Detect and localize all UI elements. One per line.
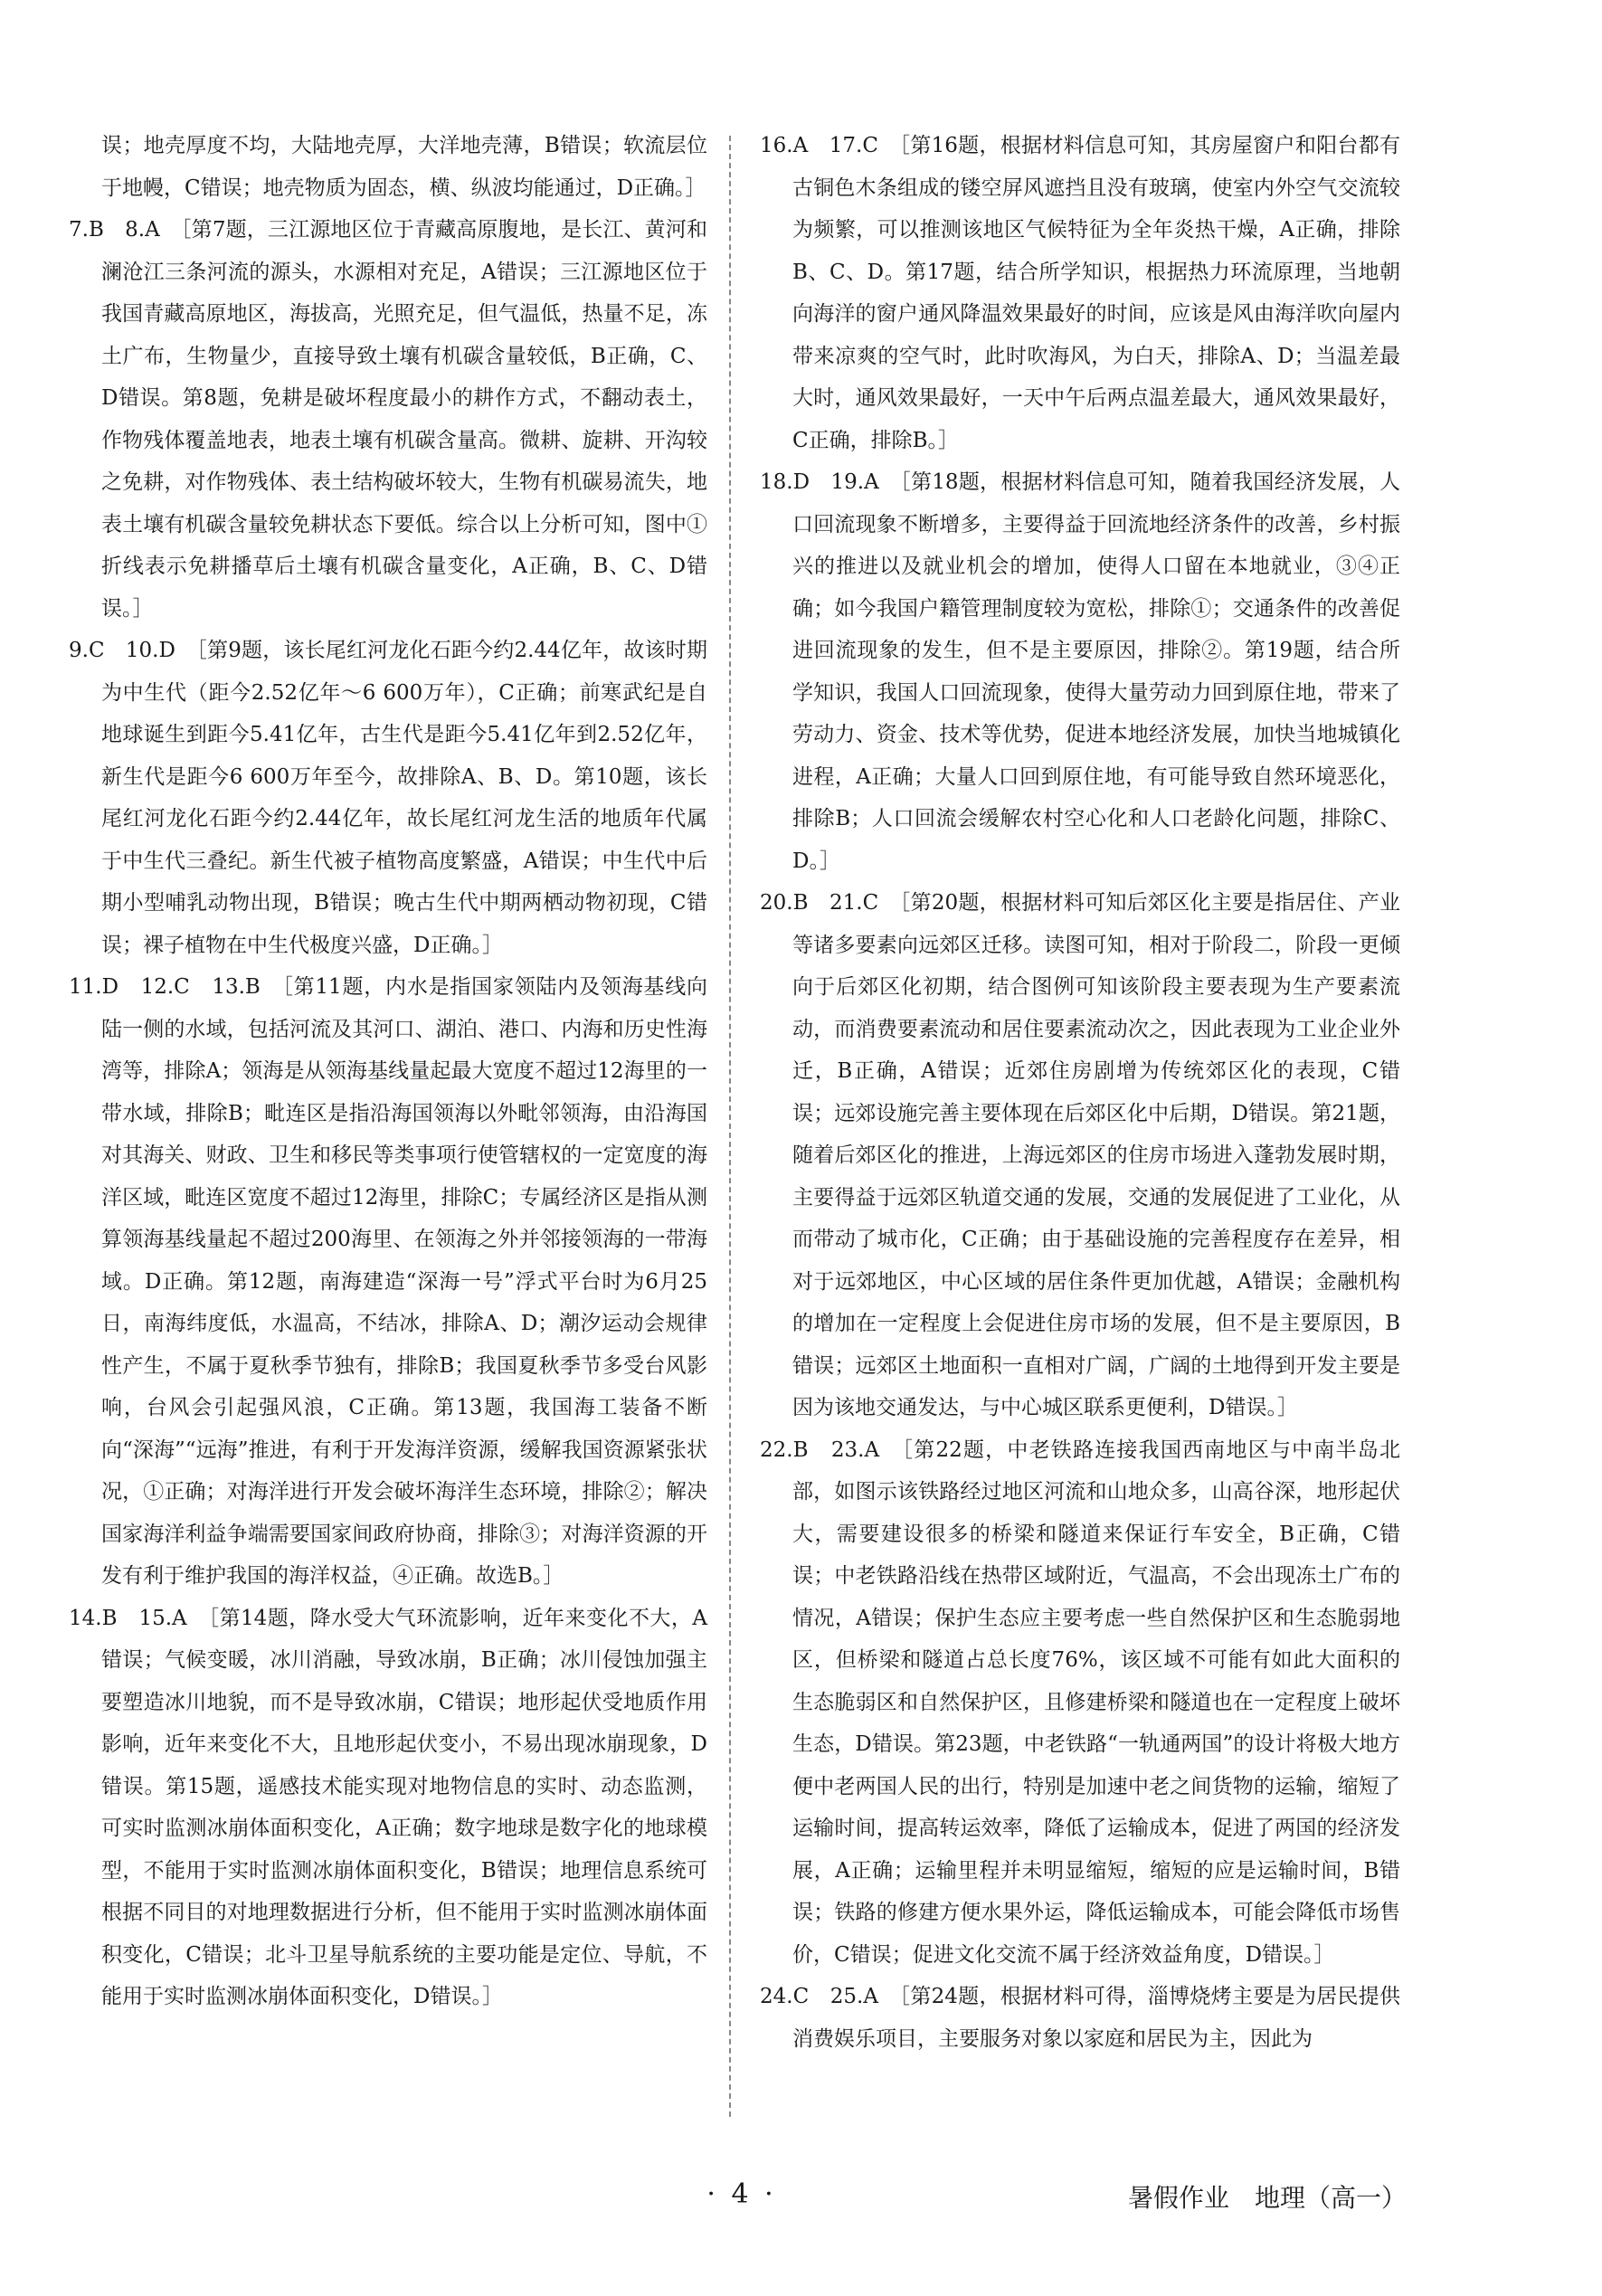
answer-entry: 9.C 10.D ［第9题，该长尾红河龙化石距今约2.44亿年，故该时期为中生代（距今2.52亿年～6 600万年），C正确；前寒武纪是自地球诞生到距今5.41亿年，古生代是距今5.41亿年到2.52亿年，新生代是距今6 600万年至今，故排除A、B、D。第10题，该长尾红河龙化石距今约2.44亿年，故长尾红河龙生活的地质年代属于中生代三叠纪。新生代被子植物高度繁盛，A错误；中生代中后期小型哺乳动物出现，B错误；晚古生代中期两栖动物初现，C错误；裸子植物在中生代极度兴盛，D正确。］ <box>69 639 707 957</box>
continued-answer-text: 误；地壳厚度不均，大陆地壳厚，大洋地壳薄，B错误；软流层位于地幔，C错误；地壳物质为固态，横、纵波均能通过，D正确。］ <box>101 134 707 200</box>
left-column <box>69 125 707 2018</box>
answer-entry: 20.B 21.C ［第20题，根据材料可知后郊区化主要是指居住、产业等诸多要素向远郊区迁移。读图可知，相对于阶段二，阶段一更倾向于后郊区化初期，结合图例可知该阶段主要表现为生产要素流动，而消费要素流动和居住要素流动次之，因此表现为工业企业外迁，B正确，A错误；近郊住房剧增为传统郊区化的表现，C错误；远郊设施完善主要体现在后郊区化中后期，D错误。第21题，随着后郊区化的推进，上海远郊区的住房市场进入蓬勃发展时期，主要得益于远郊区轨道交通的发展，交通的发展促进了工业化，从而带动了城市化，C正确；由于基础设施的完善程度存在差异，相对于远郊地区，中心区域的居住条件更加优越，A错误；金融机构的增加在一定程度上会促进住房市场的发展，但不是主要原因，B错误；远郊区土地面积一直相对广阔，广阔的土地得到开发主要是因为该地交通发达，与中心城区联系更便利，D错误。］ <box>760 891 1400 1419</box>
right-column <box>760 125 1400 2060</box>
answer-entry: 11.D 12.C 13.B ［第11题，内水是指国家领陆内及领海基线向陆一侧的水域，包括河流及其河口、湖泊、港口、内海和历史性海湾等，排除A；领海是从领海基线量起最大宽度不超过12海里的一带水域，排除B；毗连区是指沿海国领海以外毗邻领海，由沿海国对其海关、财政、卫生和移民等类事项行使管辖权的一定宽度的海洋区域，毗连区宽度不超过12海里，排除C；专属经济区是指从测算领海基线量起不超过200海里、在领海之外并邻接领海的一带海域。D正确。第12题，南海建造“深海一号”浮式平台时为6月25日，南海纬度低，水温高，不结冰，排除A、D；潮汐运动会规律性产生，不属于夏秋季节独有，排除B；我国夏秋季节多受台风影响，台风会引起强风浪，C正确。第13题，我国海工装备不断向“深海”“远海”推进，有利于开发海洋资源，缓解我国资源紧张状况，①正确；对海洋进行开发会破坏海洋生态环境，排除②；解决国家海洋利益争端需要国家间政府协商，排除③；对海洋资源的开发有利于维护我国的海洋权益，④正确。故选B。］ <box>69 975 707 1588</box>
answer-entry: 18.D 19.A ［第18题，根据材料信息可知，随着我国经济发展，人口回流现象不断增多，主要得益于回流地经济条件的改善，乡村振兴的推进以及就业机会的增加，使得人口留在本地就业，③④正确；如今我国户籍管理制度较为宽松，排除①；交通条件的改善促进回流现象的发生，但不是主要原因，排除②。第19题，结合所学知识，我国人口回流现象，使得大量劳动力回到原住地，带来了劳动力、资金、技术等优势，促进本地经济发展，加快当地城镇化进程，A正确；大量人口回到原住地，有可能导致自然环境恶化，排除B；人口回流会缓解农村空心化和人口老龄化问题，排除C、D。］ <box>760 470 1400 873</box>
answer-entry: 14.B 15.A ［第14题，降水受大气环流影响，近年来变化不大，A错误；气候变暖，冰川消融，导致冰崩，B正确；冰川侵蚀加强主要塑造冰川地貌，而不是导致冰崩，C错误；地形起伏受地质作用影响，近年来变化不大，且地形起伏变小，不易出现冰崩现象，D错误。第15题，遥感技术能实现对地物信息的实时、动态监测，可实时监测冰崩体面积变化，A正确；数字地球是数字化的地球模型，不能用于实时监测冰崩体面积变化，B错误；地理信息系统可根据不同目的对地理数据进行分析，但不能用于实时监测冰崩体面积变化，C错误；北斗卫星导航系统的主要功能是定位、导航，不能用于实时监测冰崩体面积变化，D错误。］ <box>69 1606 707 2008</box>
column-divider <box>729 136 731 2117</box>
answer-entry: 22.B 23.A ［第22题，中老铁路连接我国西南地区与中南半岛北部，如图示该铁路经过地区河流和山地众多，山高谷深，地形起伏大，需要建设很多的桥梁和隧道来保证行车安全，B正确，C错误；中老铁路沿线在热带区域附近，气温高，不会出现冻土广布的情况，A错误；保护生态应主要考虑一些自然保护区和生态脆弱地区，但桥梁和隧道占总长度76%，该区域不可能有如此大面积的生态脆弱区和自然保护区，且修建桥梁和隧道也在一定程度上破坏生态，D错误。第23题，中老铁路“一轨通两国”的设计将极大地方便中老两国人民的出行，特别是加速中老之间货物的运输，缩短了运输时间，提高转运效率，降低了运输成本，促进了两国的经济发展，A正确；运输里程并未明显缩短，缩短的应是运输时间，B错误；铁路的修建方便水果外运，降低运输成本，可能会降低市场售价，C错误；促进文化交流不属于经济效益角度，D错误。］ <box>760 1437 1400 1967</box>
answer-entry: 7.B 8.A ［第7题，三江源地区位于青藏高原腹地，是长江、黄河和澜沧江三条河流的源头，水源相对充足，A错误；三江源地区位于我国青藏高原地区，海拔高，光照充足，但气温低，热量不足，冻土广布，生物量少，直接导致土壤有机碳含量较低，B正确，C、D错误。第8题，免耕是破坏程度最小的耕作方式，不翻动表土，作物残体覆盖地表，地表土壤有机碳含量高。微耕、旋耕、开沟较之免耕，对作物残体、表土结构破坏较大，生物有机碳易流失，地表土壤有机碳含量较免耕状态下要低。综合以上分析可知，图中①折线表示免耕播草后土壤有机碳含量变化，A正确，B、C、D错误。］ <box>69 218 707 621</box>
book-title: 暑假作业 地理（高一） <box>1127 2183 1407 2213</box>
page-number: · 4 · <box>706 2178 777 2210</box>
answer-entry: 16.A 17.C ［第16题，根据材料信息可知，其房屋窗户和阳台都有古铜色木条组成的镂空屏风遮挡且没有玻璃，使室内外空气交流较为频繁，可以推测该地区气候特征为全年炎热干燥，A正确，排除B、C、D。第17题，结合所学知识，根据热力环流原理，当地朝向海洋的窗户通风降温效果最好的时间，应该是风由海洋吹向屋内带来凉爽的空气时，此时吹海风，为白天，排除A、D；当温差最大时，通风效果最好，一天中午后两点温差最大，通风效果最好，C正确，排除B。］ <box>760 134 1400 452</box>
answer-entry: 24.C 25.A ［第24题，根据材料可得，淄博烧烤主要是为居民提供消费娱乐项目，主要服务对象以家庭和居民为主，因此为 <box>760 1985 1400 2051</box>
